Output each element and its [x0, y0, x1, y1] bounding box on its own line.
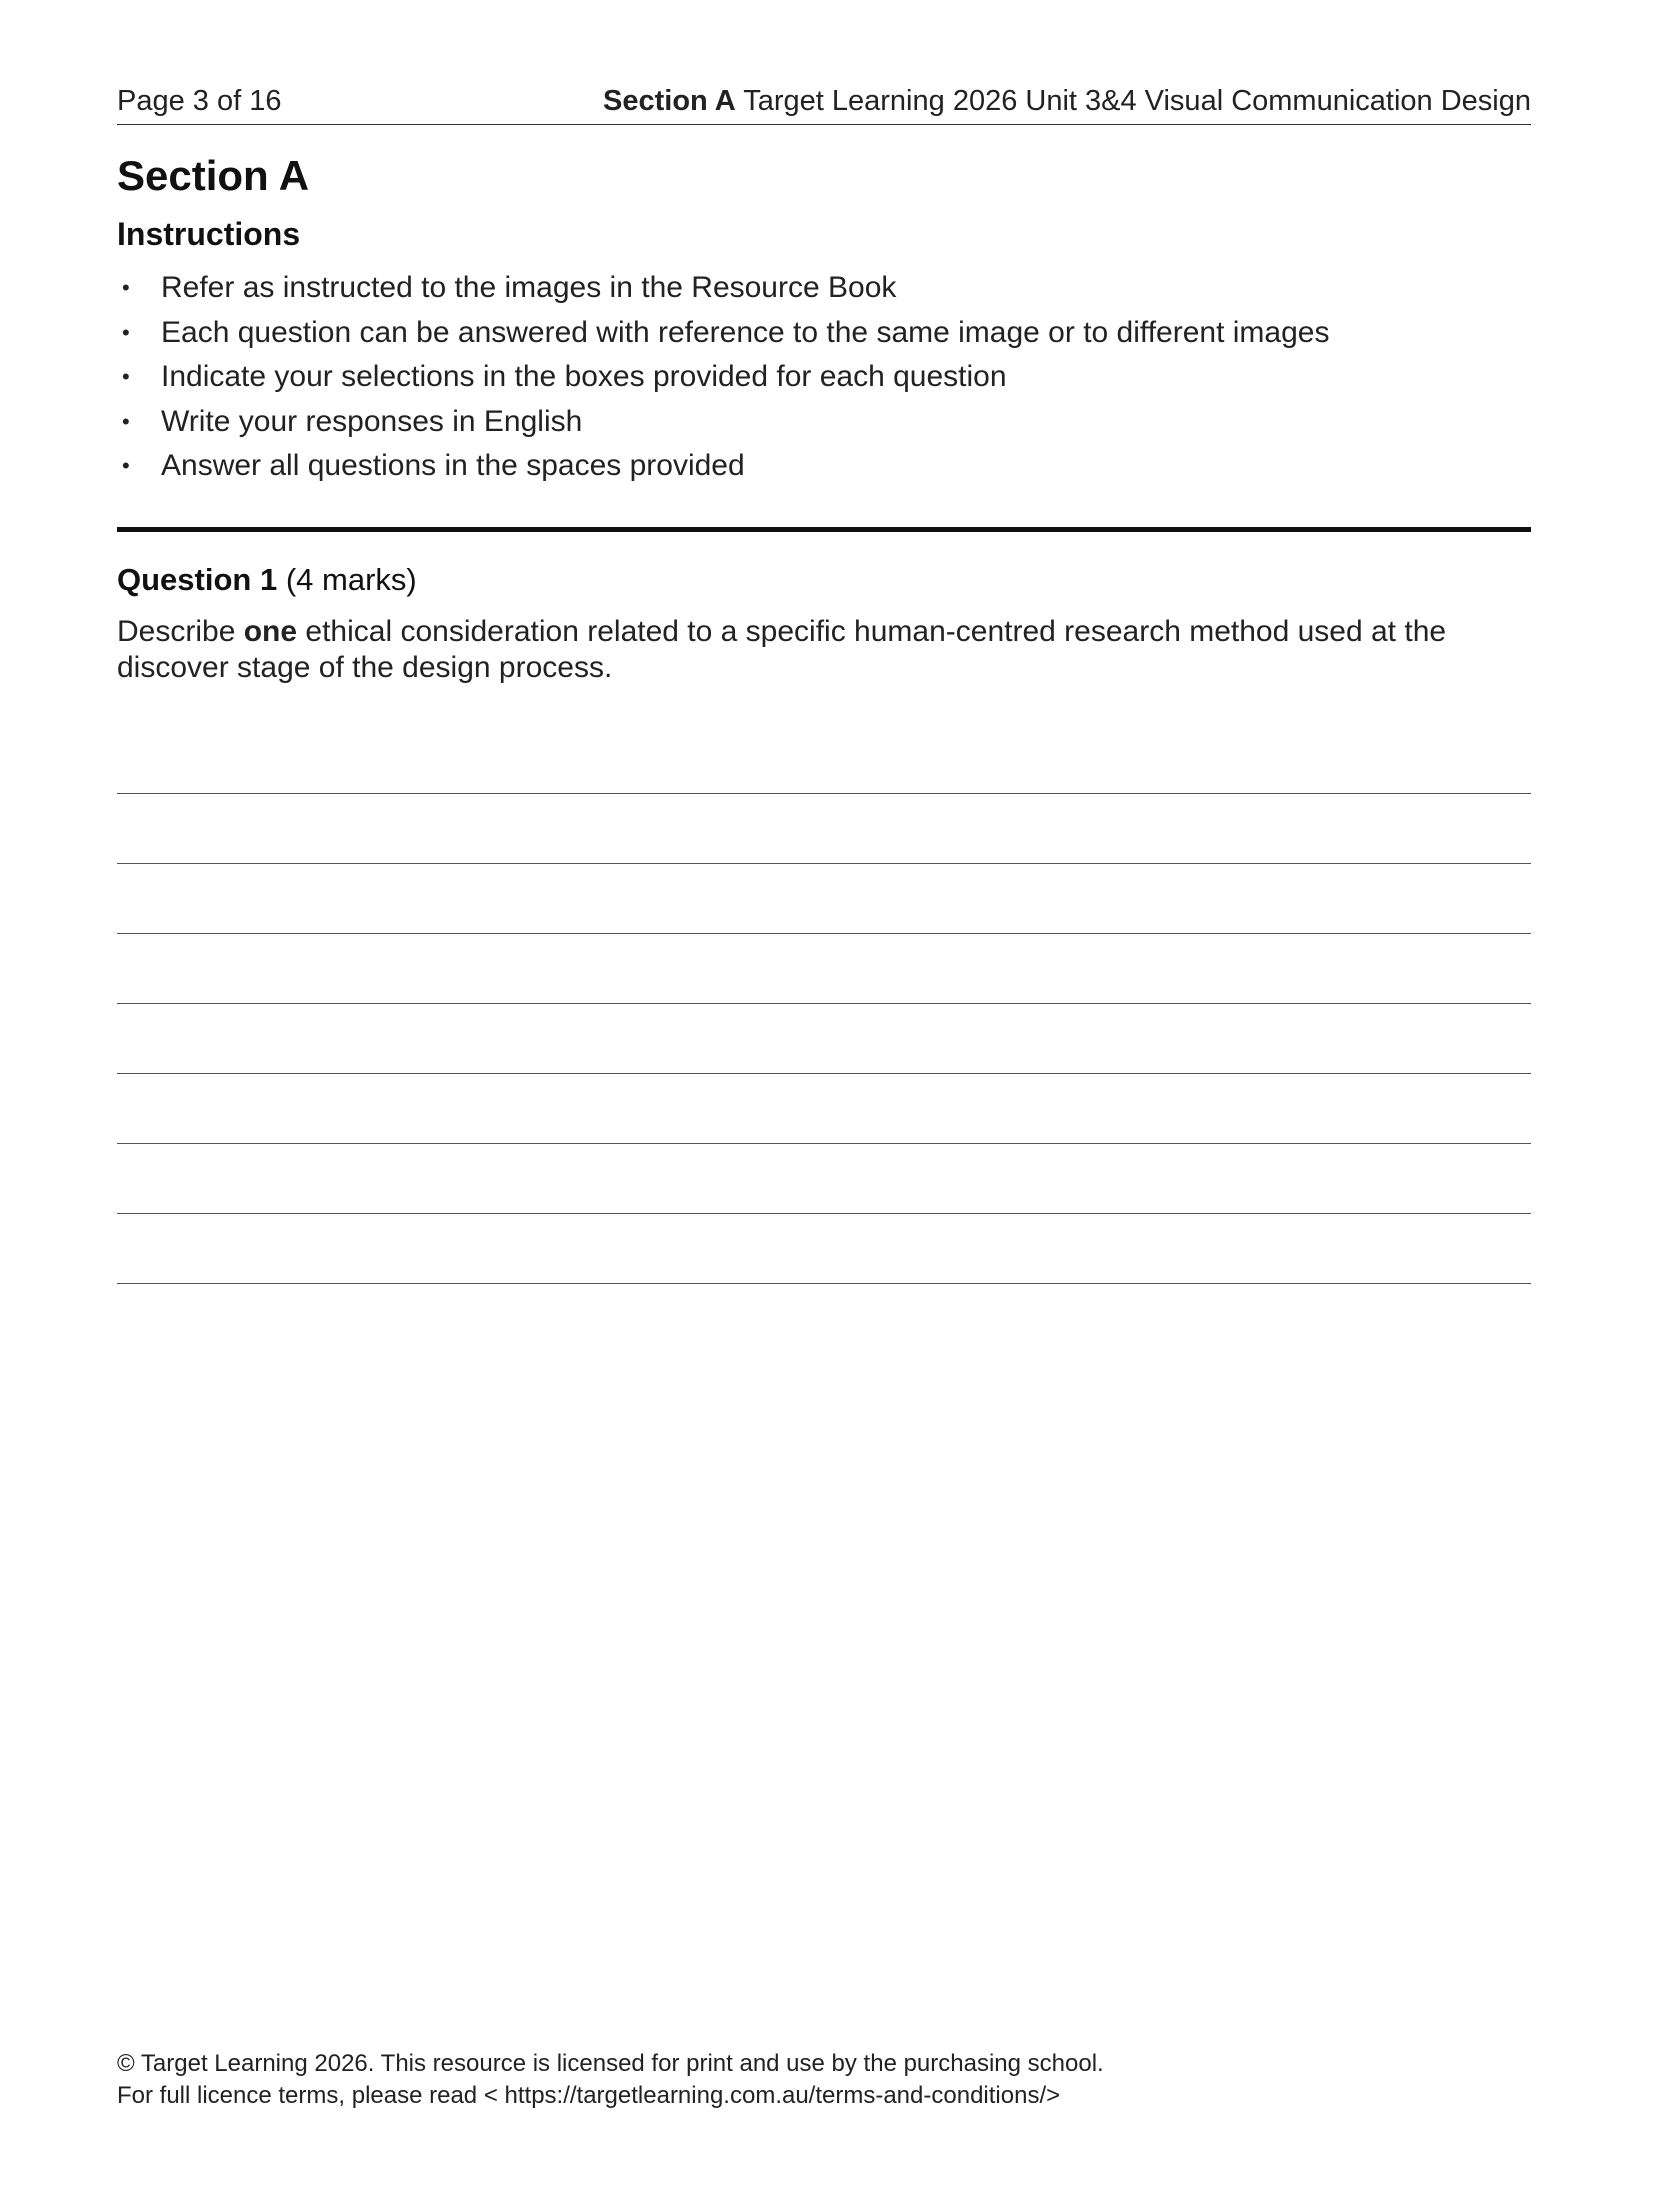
- bullet-icon: •: [122, 408, 130, 434]
- answer-line[interactable]: [117, 1073, 1531, 1074]
- answer-line[interactable]: [117, 933, 1531, 934]
- question-text: [117, 614, 1537, 686]
- section-divider: [117, 527, 1531, 532]
- page-footer: [117, 2048, 1104, 2112]
- instruction-text: Refer as instructed to the images in the Resource Book: [161, 271, 897, 304]
- page-header: [117, 78, 1531, 125]
- instruction-text: Indicate your selections in the boxes provided for each question: [161, 360, 1007, 393]
- answer-line[interactable]: [117, 1283, 1531, 1284]
- instruction-item: [117, 266, 1329, 311]
- question-text-after: ethical consideration related to a specific human-centred research method used at the discover stage of the design process.: [117, 615, 1447, 684]
- header-section-label: Section A: [603, 85, 736, 117]
- instruction-item: [117, 355, 1329, 400]
- answer-line[interactable]: [117, 793, 1531, 794]
- bullet-icon: •: [122, 319, 130, 345]
- answer-area[interactable]: [117, 793, 1531, 1353]
- answer-line[interactable]: [117, 1003, 1531, 1004]
- instructions-list: [117, 266, 1329, 489]
- instruction-item: [117, 400, 1329, 445]
- question-marks: (4 marks): [285, 562, 417, 597]
- instruction-item: [117, 311, 1329, 356]
- answer-line[interactable]: [117, 863, 1531, 864]
- header-section-info: [603, 78, 1531, 124]
- instruction-text: Each question can be answered with reference to the same image or to different images: [161, 315, 1330, 349]
- instruction-item: [117, 444, 1329, 489]
- copyright-notice: © Target Learning 2026. This resource is licensed for print and use by the purchasing school.: [117, 2050, 1104, 2077]
- bullet-icon: •: [122, 364, 130, 389]
- licence-notice: For full licence terms, please read < https://targetlearning.com.au/terms-and-conditions/>: [117, 2082, 1061, 2109]
- question-number: Question 1: [117, 562, 278, 597]
- page-number: Page 3 of 16: [117, 85, 282, 117]
- question-heading: [117, 558, 417, 602]
- question-text-emphasis: one: [243, 615, 298, 648]
- bullet-icon: •: [122, 275, 130, 300]
- answer-line[interactable]: [117, 1213, 1531, 1214]
- question-text-before: Describe: [117, 615, 244, 648]
- instruction-text: Answer all questions in the spaces provided: [161, 449, 745, 482]
- section-title: Section A: [117, 152, 310, 199]
- bullet-icon: •: [122, 453, 130, 478]
- answer-line[interactable]: [117, 1143, 1531, 1144]
- instruction-text: Write your responses in English: [161, 404, 583, 438]
- instructions-heading: Instructions: [117, 216, 301, 252]
- header-document-title: Target Learning 2026 Unit 3&4 Visual Communication Design: [743, 85, 1531, 117]
